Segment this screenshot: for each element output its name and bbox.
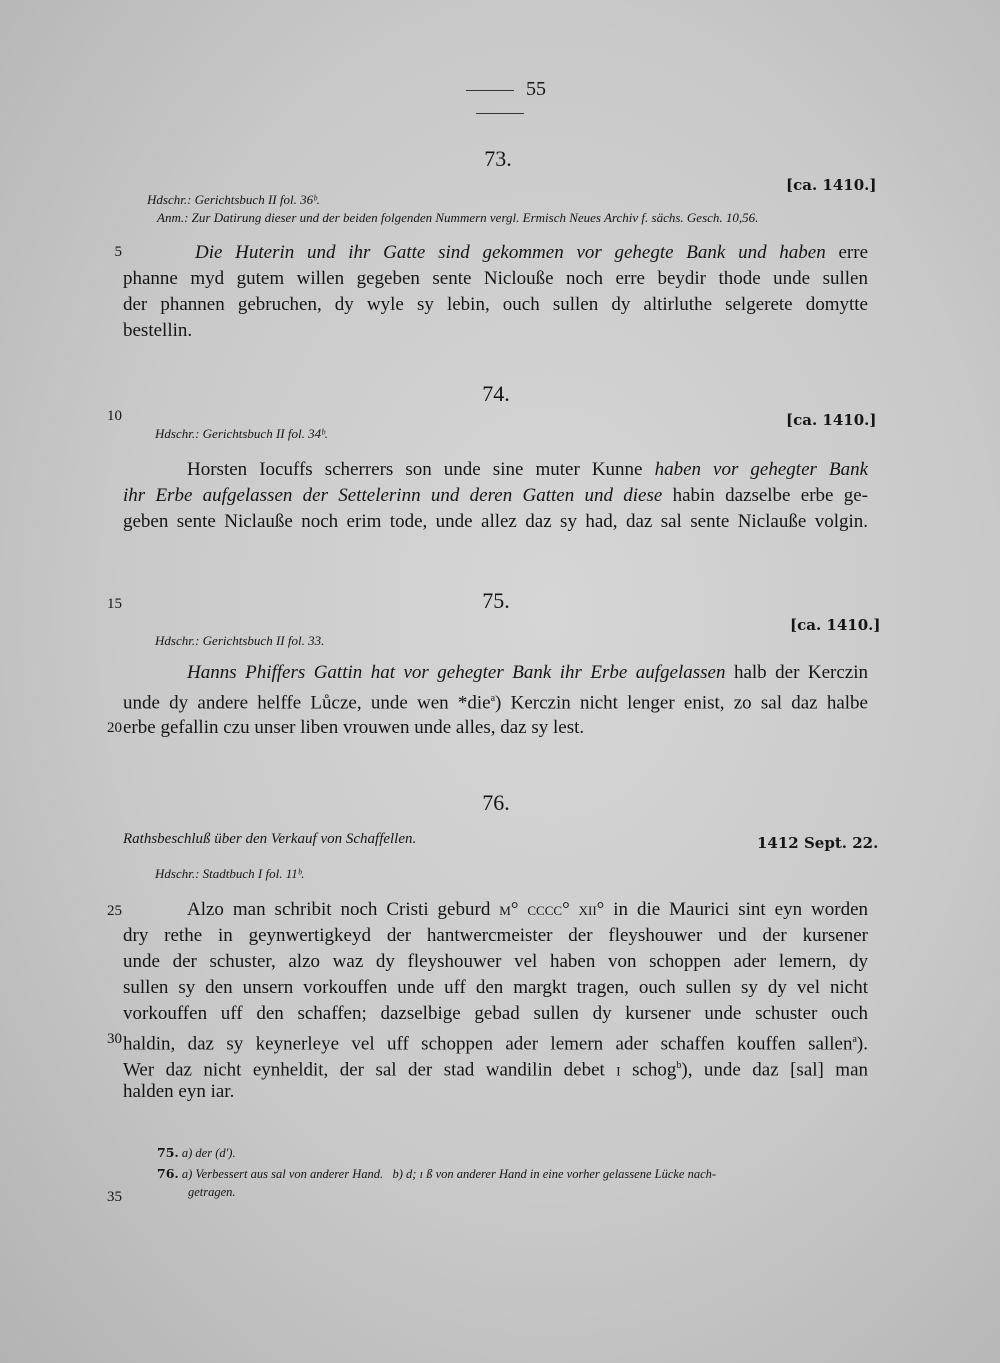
entry-74-line-2-rest: habin dazselbe erbe ge- [672, 485, 868, 506]
entry-75-text-line-2 [123, 686, 868, 716]
entry-73-text-line-3: der phannen gebruchen, dy wyle sy lebin, ouch sullen dy altirluthe selgerete domytte [123, 294, 868, 315]
entry-75-line-1-rest: halb der Kerczin [733, 662, 868, 683]
entry-74-line-1-italic: haben vor gehegter Bank [654, 459, 869, 480]
entry-73-number: 73. [484, 146, 512, 171]
line-number-25: 25 [107, 903, 122, 919]
entry-75-text-line-1 [187, 660, 868, 686]
entry-76-heading: Rathsbeschluß über den Verkauf von Schaffellen. [123, 831, 417, 847]
footnote-76-number: 76. [157, 1166, 179, 1181]
footnote-76 [157, 1166, 862, 1182]
entry-76-text-line-5: vorkouffen uff den schaffen; dazselbige gebad sullen dy kursener unde schuster ouch [123, 1003, 868, 1024]
entry-75-line-2-b: ) Kerczin nicht lenger enist, zo sal daz halbe [495, 692, 868, 714]
entry-75-date: [ca. 1410.] [790, 616, 881, 634]
entry-74-date: [ca. 1410.] [786, 411, 877, 429]
entry-76-line-1-a: Alzo man schribit noch Cristi geburd [187, 899, 491, 920]
entry-75-line-2-sup: a [490, 693, 496, 704]
page-number-text: 55 [526, 78, 546, 100]
footnote-76-b-line-2-text: getragen. [188, 1185, 236, 1199]
entry-73-text-line-2: phanne myd gutem willen gegeben sente Niclouße noch erre beydir thode unde sullen [123, 268, 868, 289]
entry-76-text-line-8: halden eyn iar. [123, 1081, 235, 1102]
footnote-75 [157, 1145, 236, 1161]
entry-76-text-line-1 [187, 897, 868, 923]
entry-75-source: Hdschr.: Gerichtsbuch II fol. 33. [155, 633, 325, 648]
entry-76-line-7-c: ), unde daz [sal] man [681, 1059, 869, 1081]
footnote-75-text: a) der (d'). [181, 1146, 236, 1160]
entry-76-text-line-2: dry rethe in geynwertigkeyd der hantwercmeister der fleyshouwer und der kursener [123, 925, 868, 946]
entry-76-line-6-b: ). [856, 1033, 868, 1055]
entry-76-source: Hdschr.: Stadtbuch I fol. 11ᵇ. [155, 866, 305, 881]
entry-75-line-2-a: unde dy andere helffe Lůcze, unde wen *die [123, 692, 491, 714]
entry-74-number: 74. [482, 381, 510, 406]
entry-76-text-line-3: unde der schuster, alzo waz dy fleyshouwer vel haben von schoppen ader lemern, dy [123, 951, 868, 972]
entry-73-text-line-4: bestellin. [123, 320, 193, 341]
footnote-76-b-line-2 [188, 1185, 236, 1200]
entry-74-text-line-1 [187, 457, 868, 483]
line-number-5: 5 [114, 244, 122, 260]
footnote-76-a: a) Verbessert aus sal von anderer Hand. [181, 1167, 384, 1181]
entry-76-line-7-roman: i [616, 1059, 621, 1081]
line-number-30: 30 [107, 1031, 122, 1047]
entry-76-line-7-sup: b [676, 1060, 682, 1071]
page-number-rule-left [466, 90, 514, 91]
entry-76-line-7-b: schog [632, 1059, 677, 1081]
line-number-20: 20 [107, 720, 122, 736]
entry-74-text-line-2 [123, 483, 868, 509]
entry-74-line-2-italic: ihr Erbe aufgelassen der Settelerinn und deren Gatten und diese [123, 485, 663, 506]
entry-76-text-line-4: sullen sy den unsern vorkouffen unde uff den margkt tragen, ouch sullen sy dy vel nicht [123, 977, 868, 998]
entry-74-source: Hdschr.: Gerichtsbuch II fol. 34ᵇ. [155, 426, 328, 441]
entry-75-line-1-italic: Hanns Phiffers Gattin hat vor gehegter Bank ihr Erbe aufgelassen [187, 662, 726, 683]
entry-76-line-1-b: in die Maurici sint eyn worden [613, 899, 868, 920]
entry-75-number: 75. [482, 588, 510, 613]
entry-76-line-6-a: haldin, daz sy keynerleye vel uff schoppen ader lemern ader schaffen kouffen sallen [123, 1033, 853, 1055]
entry-73-line-1-rest: erre [838, 242, 869, 263]
page-number [420, 78, 580, 124]
entry-75-text-line-3: erbe gefallin czu unser liben vrouwen unde alles, daz sy lest. [123, 717, 585, 738]
entry-74-line-1-a: Horsten Iocuffs scherrers son unde sine muter Kunne [187, 459, 643, 480]
entry-73-note: Anm.: Zur Datirung dieser und der beiden folgenden Nummern vergl. Ermisch Neues Archiv f. sächs. Gesch. 10,56. [157, 210, 759, 225]
footnote-75-number: 75. [157, 1145, 179, 1160]
entry-76-date: 1412 Sept. 22. [757, 834, 879, 852]
page-number-rule-right [476, 113, 524, 114]
entry-73-text-line-1 [195, 240, 868, 266]
entry-76-line-6-sup: a [852, 1034, 857, 1045]
entry-73-source: Hdschr.: Gerichtsbuch II fol. 36ᵇ. [147, 192, 320, 207]
entry-74-text-line-3: geben sente Niclauße noch erim tode, unde allez daz sy had, daz sal sente Niclauße volgin. [123, 511, 868, 532]
line-number-10: 10 [107, 408, 122, 424]
line-number-15: 15 [107, 596, 122, 612]
entry-73-line-1-italic: Die Huterin und ihr Gatte sind gekommen vor gehegte Bank und haben [195, 242, 826, 263]
line-number-35: 35 [107, 1189, 122, 1205]
entry-76-line-1-roman: m° cccc° xii° [499, 899, 605, 920]
entry-76-line-7-a: Wer daz nicht eynheldit, der sal der stad wandilin debet [123, 1059, 605, 1081]
entry-76-number: 76. [482, 790, 510, 815]
footnote-76-b-line-1: b) d; ı ß von anderer Hand in eine vorher gelassene Lücke nach- [392, 1167, 717, 1181]
entry-73-date: [ca. 1410.] [786, 176, 877, 194]
